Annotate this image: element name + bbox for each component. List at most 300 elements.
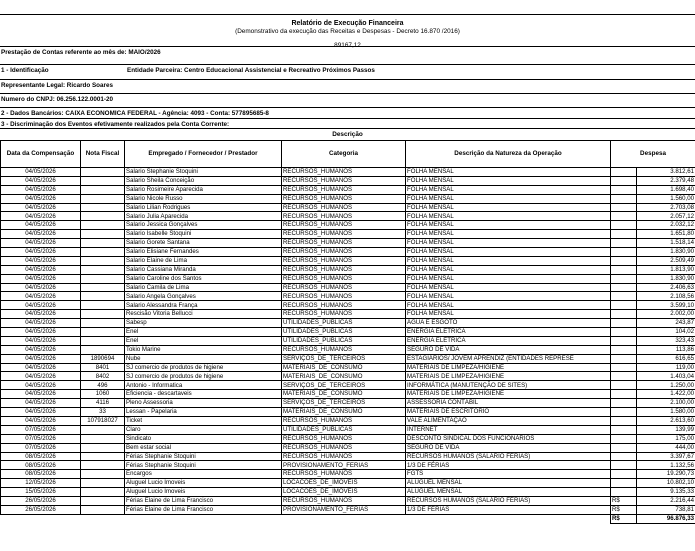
cell-invoice	[81, 505, 125, 514]
cell-invoice	[81, 345, 125, 354]
cell-category: RECURSOS_HUMANOS	[282, 434, 406, 443]
cell-currency	[611, 408, 637, 417]
cell-currency	[611, 390, 637, 399]
cell-provider: Salario Lilian Rodrigues	[125, 203, 282, 212]
cell-provider: Salario Alessandra França	[125, 301, 282, 310]
cell-operation: SEGURO DE VIDA	[406, 345, 611, 354]
table-row	[1, 372, 695, 381]
cell-currency	[611, 328, 637, 337]
cell-provider: Salario Cassiana Miranda	[125, 265, 282, 274]
cell-provider: Férias Elaine de Lima Francisco	[125, 505, 282, 514]
cell-currency	[611, 212, 637, 221]
cell-expense: 2.002,00	[637, 310, 695, 319]
cell-operation: FOLHA MENSAL	[406, 221, 611, 230]
cell-category: RECURSOS_HUMANOS	[282, 496, 406, 505]
cell-expense: 104,02	[637, 328, 695, 337]
cell-category: RECURSOS_HUMANOS	[282, 452, 406, 461]
cell-category: UTILIDADES_PUBLICAS	[282, 319, 406, 328]
cell-currency	[611, 345, 637, 354]
cell-currency	[611, 248, 637, 257]
col-header-operation: Descrição da Natureza da Operação	[406, 141, 611, 168]
cell-operation: FOLHA MENSAL	[406, 203, 611, 212]
report-subtitle: (Demonstrativo da execução das Receitas e Despesas - Decreto 16.870 /2016)	[235, 28, 460, 35]
table-row	[1, 505, 695, 514]
cell-provider: Ticket	[125, 416, 282, 425]
cell-invoice	[81, 301, 125, 310]
cell-date: 04/05/2026	[1, 274, 81, 283]
cell-date: 04/05/2026	[1, 310, 81, 319]
table-row	[1, 168, 695, 177]
cell-operation: FOLHA MENSAL	[406, 283, 611, 292]
col-header-date: Data da Compensação	[1, 141, 81, 168]
cell-provider: Salario Elisiane Fernandes	[125, 248, 282, 257]
cell-expense: 1.698,40	[637, 185, 695, 194]
cell-category: RECURSOS_HUMANOS	[282, 283, 406, 292]
cell-currency	[611, 168, 637, 177]
cell-expense: 1.651,80	[637, 230, 695, 239]
cell-expense: 3.397,67	[637, 452, 695, 461]
cell-date: 04/05/2026	[1, 283, 81, 292]
cell-category: MATERIAIS_DE_CONSUMO	[282, 363, 406, 372]
table-row	[1, 399, 695, 408]
cell-invoice	[81, 319, 125, 328]
cell-date: 26/05/2026	[1, 505, 81, 514]
cell-currency	[611, 239, 637, 248]
cell-expense: 3.599,10	[637, 301, 695, 310]
cnpj-line	[0, 93, 695, 104]
expenses-table	[0, 140, 695, 524]
table-row	[1, 292, 695, 301]
cell-provider: SJ comercio de produtos de higiene	[125, 363, 282, 372]
cell-operation: MATERIAIS DE ESCRITÓRIO	[406, 408, 611, 417]
cell-currency	[611, 274, 637, 283]
cell-provider: Sindicato	[125, 434, 282, 443]
cell-category: UTILIDADES_PUBLICAS	[282, 336, 406, 345]
cell-category: UTILIDADES_PUBLICAS	[282, 328, 406, 337]
table-row	[1, 301, 695, 310]
cell-date: 04/05/2026	[1, 221, 81, 230]
cell-invoice: 8402	[81, 372, 125, 381]
cell-provider: Férias Stephanie Stoquini	[125, 461, 282, 470]
cell-operation: INFORMÁTICA (MANUTENÇÃO DE SITES)	[406, 381, 611, 390]
cell-date: 07/05/2026	[1, 434, 81, 443]
cell-currency	[611, 176, 637, 185]
cell-date: 04/05/2026	[1, 176, 81, 185]
table-row	[1, 336, 695, 345]
cell-expense: 2.509,49	[637, 256, 695, 265]
cell-expense: 10.802,10	[637, 479, 695, 488]
cell-provider: Enel	[125, 328, 282, 337]
cell-currency	[611, 461, 637, 470]
table-row	[1, 203, 695, 212]
cell-category: RECURSOS_HUMANOS	[282, 345, 406, 354]
representante-text: Representante Legal: Ricardo Soares	[1, 82, 113, 89]
table-row	[1, 328, 695, 337]
cell-expense: 139,99	[637, 425, 695, 434]
cell-provider: Claro	[125, 425, 282, 434]
cell-operation: ÁGUA E ESGOTO	[406, 319, 611, 328]
cell-category: RECURSOS_HUMANOS	[282, 274, 406, 283]
cell-operation: ESTAGIÁRIOS/ JOVEM APRENDIZ (ENTIDADES REPRESE	[406, 354, 611, 363]
cell-expense: 444,00	[637, 443, 695, 452]
cell-provider: Salario Camila de Lima	[125, 283, 282, 292]
cell-date: 04/05/2026	[1, 185, 81, 194]
cell-category: RECURSOS_HUMANOS	[282, 470, 406, 479]
cell-operation: FOLHA MENSAL	[406, 248, 611, 257]
dados-bancarios-line	[0, 107, 695, 118]
cell-expense: 1.580,00	[637, 408, 695, 417]
cell-date: 08/05/2026	[1, 452, 81, 461]
table-row	[1, 488, 695, 497]
cell-operation: FOLHA MENSAL	[406, 301, 611, 310]
cell-provider: Lessan - Papelaria	[125, 408, 282, 417]
table-row	[1, 496, 695, 505]
cell-currency	[611, 301, 637, 310]
cell-invoice	[81, 328, 125, 337]
cell-currency	[611, 416, 637, 425]
cell-invoice	[81, 274, 125, 283]
cell-provider: Salario Sheila Conceição	[125, 176, 282, 185]
cell-category: RECURSOS_HUMANOS	[282, 230, 406, 239]
discriminacao-text: 3 - Discriminação dos Eventos efetivamente realizados pela Conta Corrente:	[1, 121, 230, 128]
cell-invoice	[81, 470, 125, 479]
cell-category: RECURSOS_HUMANOS	[282, 443, 406, 452]
cell-invoice	[81, 283, 125, 292]
cell-invoice	[81, 221, 125, 230]
representante-line	[0, 79, 695, 90]
cell-invoice	[81, 248, 125, 257]
cell-date: 08/05/2026	[1, 461, 81, 470]
cell-expense: 1.813,90	[637, 265, 695, 274]
table-row	[1, 274, 695, 283]
cell-category: RECURSOS_HUMANOS	[282, 168, 406, 177]
cell-currency	[611, 310, 637, 319]
cell-category: RECURSOS_HUMANOS	[282, 292, 406, 301]
cell-date: 04/05/2026	[1, 363, 81, 372]
cell-provider: Aluguel Lucio Imoveis	[125, 488, 282, 497]
cell-category: RECURSOS_HUMANOS	[282, 239, 406, 248]
cell-invoice	[81, 425, 125, 434]
dados-bancarios-text: 2 - Dados Bancários: CAIXA ECONOMICA FEDERAL - Agência: 4093 - Conta: 577895685-8	[1, 110, 269, 117]
cell-provider: Rescisão Vitoria Bellucci	[125, 310, 282, 319]
table-row	[1, 221, 695, 230]
table-header-row	[1, 141, 695, 168]
cell-provider: Salario Caroline dos Santos	[125, 274, 282, 283]
cell-operation: ENERGIA ELÉTRICA	[406, 336, 611, 345]
cell-expense: 738,81	[637, 505, 695, 514]
table-row	[1, 265, 695, 274]
identificacao-line	[0, 64, 695, 75]
cell-expense: 175,00	[637, 434, 695, 443]
table-row	[1, 390, 695, 399]
cell-date: 04/05/2026	[1, 319, 81, 328]
cell-date: 04/05/2026	[1, 372, 81, 381]
table-row	[1, 408, 695, 417]
cell-invoice	[81, 496, 125, 505]
cell-date: 04/05/2026	[1, 345, 81, 354]
table-row	[1, 176, 695, 185]
cell-currency	[611, 488, 637, 497]
cell-currency	[611, 354, 637, 363]
table-row	[1, 479, 695, 488]
cell-date: 04/05/2026	[1, 239, 81, 248]
col-header-provider: Empregado / Fornecedor / Prestador	[125, 141, 282, 168]
cell-operation: FOLHA MENSAL	[406, 176, 611, 185]
cell-currency	[611, 230, 637, 239]
entidade-text: Entidade Parceira: Centro Educacional Assistencial e Recreativo Próximos Passos	[127, 67, 375, 74]
cell-currency	[611, 319, 637, 328]
cell-expense: 323,43	[637, 336, 695, 345]
cell-invoice: 1890694	[81, 354, 125, 363]
cell-date: 04/05/2026	[1, 168, 81, 177]
cell-operation: INTERNET	[406, 425, 611, 434]
cell-expense: 2.613,60	[637, 416, 695, 425]
table-row	[1, 416, 695, 425]
cell-invoice	[81, 168, 125, 177]
cell-provider: SJ comercio de produtos de higiene	[125, 372, 282, 381]
cell-date: 04/05/2026	[1, 265, 81, 274]
cell-date: 26/05/2026	[1, 496, 81, 505]
table-row	[1, 194, 695, 203]
cell-invoice	[81, 336, 125, 345]
cell-provider: Nube	[125, 354, 282, 363]
cell-invoice	[81, 265, 125, 274]
cell-invoice	[81, 443, 125, 452]
cell-category: RECURSOS_HUMANOS	[282, 176, 406, 185]
table-row	[1, 310, 695, 319]
cell-currency	[611, 452, 637, 461]
cell-operation: FOLHA MENSAL	[406, 256, 611, 265]
cell-expense: 1.518,14	[637, 239, 695, 248]
cell-currency	[611, 221, 637, 230]
cell-invoice	[81, 185, 125, 194]
table-row	[1, 185, 695, 194]
cell-date: 04/05/2026	[1, 301, 81, 310]
total-expense: 96.876,33	[637, 514, 695, 523]
cell-operation: ALUGUEL MENSAL	[406, 479, 611, 488]
cell-expense: 1.422,00	[637, 390, 695, 399]
cell-provider: Férias Elaine de Lima Francisco	[125, 496, 282, 505]
cell-operation: ENERGIA ELÉTRICA	[406, 328, 611, 337]
col-header-category: Categoria	[282, 141, 406, 168]
cell-currency: R$	[611, 505, 637, 514]
total-currency: R$	[611, 514, 637, 523]
cell-category: RECURSOS_HUMANOS	[282, 194, 406, 203]
cell-expense: 2.379,48	[637, 176, 695, 185]
cnpj-text: Numero do CNPJ: 06.256.122.0001-20	[1, 96, 114, 103]
cell-expense: 119,00	[637, 363, 695, 372]
table-row	[1, 319, 695, 328]
cell-invoice	[81, 292, 125, 301]
cell-date: 04/05/2026	[1, 248, 81, 257]
cell-currency	[611, 399, 637, 408]
cell-category: RECURSOS_HUMANOS	[282, 212, 406, 221]
cell-category: RECURSOS_HUMANOS	[282, 248, 406, 257]
cell-category: RECURSOS_HUMANOS	[282, 185, 406, 194]
cell-date: 04/05/2026	[1, 194, 81, 203]
cell-operation: 1/3 DE FÉRIAS	[406, 505, 611, 514]
cell-currency	[611, 363, 637, 372]
cell-currency	[611, 336, 637, 345]
cell-category: RECURSOS_HUMANOS	[282, 265, 406, 274]
cell-provider: Salario Elaine de Lima	[125, 256, 282, 265]
cell-expense: 1.132,56	[637, 461, 695, 470]
cell-operation: ASSESSORIA CONTÁBIL	[406, 399, 611, 408]
cell-operation: RECURSOS HUMANOS (SALÁRIO FÉRIAS)	[406, 496, 611, 505]
cell-operation: VALE ALIMENTAÇÃO	[406, 416, 611, 425]
report-title: Relatório de Execução Financeira	[291, 20, 404, 27]
cell-invoice	[81, 176, 125, 185]
cell-expense: 19.290,73	[637, 470, 695, 479]
cell-operation: FOLHA MENSAL	[406, 265, 611, 274]
cell-provider: Salario Isabelle Stoquini	[125, 230, 282, 239]
cell-invoice	[81, 488, 125, 497]
cell-operation: FOLHA MENSAL	[406, 310, 611, 319]
cell-provider: Salario Julia Aparecida	[125, 212, 282, 221]
cell-operation: FOLHA MENSAL	[406, 194, 611, 203]
cell-expense: 1.403,04	[637, 372, 695, 381]
cell-provider: Sabesp	[125, 319, 282, 328]
cell-operation: 1/3 DE FÉRIAS	[406, 461, 611, 470]
cell-date: 04/05/2026	[1, 203, 81, 212]
cell-invoice	[81, 230, 125, 239]
cell-currency	[611, 372, 637, 381]
prestacao-line	[0, 46, 695, 57]
cell-date: 04/05/2026	[1, 336, 81, 345]
total-spacer	[1, 514, 611, 523]
cell-operation: FOLHA MENSAL	[406, 185, 611, 194]
cell-expense: 113,86	[637, 345, 695, 354]
cell-date: 04/05/2026	[1, 354, 81, 363]
cell-invoice: 496	[81, 381, 125, 390]
table-section-title: Descrição	[0, 128, 695, 140]
cell-expense: 3.812,61	[637, 168, 695, 177]
cell-date: 04/05/2026	[1, 416, 81, 425]
table-row	[1, 425, 695, 434]
cell-expense: 1.830,90	[637, 274, 695, 283]
table-row	[1, 283, 695, 292]
cell-category: RECURSOS_HUMANOS	[282, 256, 406, 265]
total-row	[1, 514, 695, 523]
prestacao-text: Prestação de Contas referente ao mês de: MAIO/2026	[1, 49, 161, 56]
cell-provider: Encargos	[125, 470, 282, 479]
cell-invoice	[81, 479, 125, 488]
cell-expense: 2.406,63	[637, 283, 695, 292]
cell-date: 04/05/2026	[1, 390, 81, 399]
cell-date: 08/05/2026	[1, 470, 81, 479]
cell-currency	[611, 185, 637, 194]
cell-provider: Salario Gorete Santana	[125, 239, 282, 248]
table-row	[1, 354, 695, 363]
cell-operation: DESCONTO SINDICAL DOS FUNCIONÁRIOS	[406, 434, 611, 443]
cell-provider: Antonio - Informatica	[125, 381, 282, 390]
cell-operation: ALUGUEL MENSAL	[406, 488, 611, 497]
cell-operation: RECURSOS HUMANOS (SALÁRIO FÉRIAS)	[406, 452, 611, 461]
cell-invoice	[81, 452, 125, 461]
cell-provider: Salario Rosimeire Aparecida	[125, 185, 282, 194]
cell-currency	[611, 194, 637, 203]
cell-category: LOCACOES_DE_IMOVEIS	[282, 479, 406, 488]
cell-date: 04/05/2026	[1, 381, 81, 390]
cell-category: RECURSOS_HUMANOS	[282, 310, 406, 319]
table-row	[1, 363, 695, 372]
cell-category: MATERIAIS_DE_CONSUMO	[282, 372, 406, 381]
cell-operation: FOLHA MENSAL	[406, 230, 611, 239]
table-row	[1, 248, 695, 257]
cell-invoice	[81, 239, 125, 248]
cell-expense: 1.560,00	[637, 194, 695, 203]
table-row	[1, 434, 695, 443]
cell-category: PROVISIONAMENTO_FERIAS	[282, 505, 406, 514]
cell-date: 04/05/2026	[1, 256, 81, 265]
cell-operation: FOLHA MENSAL	[406, 212, 611, 221]
table-row	[1, 239, 695, 248]
table-row	[1, 452, 695, 461]
cell-operation: FOLHA MENSAL	[406, 274, 611, 283]
cell-category: SERVIÇOS_DE_TERCEIROS	[282, 354, 406, 363]
cell-invoice	[81, 434, 125, 443]
cell-operation: MATERIAIS DE LIMPEZA/HIGIENE	[406, 372, 611, 381]
cell-currency	[611, 470, 637, 479]
cell-currency	[611, 443, 637, 452]
identificacao-label: 1 - Identificação	[1, 67, 49, 74]
cell-expense: 243,87	[637, 319, 695, 328]
cell-operation: MATERIAIS DE LIMPEZA/HIGIENE	[406, 390, 611, 399]
cell-provider: Bem estar social	[125, 443, 282, 452]
cell-currency	[611, 425, 637, 434]
cell-expense: 9.135,33	[637, 488, 695, 497]
cell-provider: Salario Jessica Gonçalves	[125, 221, 282, 230]
cell-category: RECURSOS_HUMANOS	[282, 221, 406, 230]
cell-operation: FOLHA MENSAL	[406, 239, 611, 248]
col-header-invoice: Nota Fiscal	[81, 141, 125, 168]
cell-provider: Tokio Marine	[125, 345, 282, 354]
cell-provider: Salario Stephanie Stoquini	[125, 168, 282, 177]
cell-category: UTILIDADES_PUBLICAS	[282, 425, 406, 434]
cell-invoice	[81, 194, 125, 203]
cell-provider: Aluguel Lucio Imoveis	[125, 479, 282, 488]
cell-operation: SEGURO DE VIDA	[406, 443, 611, 452]
cell-date: 07/05/2026	[1, 425, 81, 434]
cell-operation: FOLHA MENSAL	[406, 292, 611, 301]
cell-category: MATERIAIS_DE_CONSUMO	[282, 408, 406, 417]
cell-category: RECURSOS_HUMANOS	[282, 203, 406, 212]
cell-invoice	[81, 256, 125, 265]
cell-date: 15/05/2026	[1, 488, 81, 497]
cell-operation: MATERIAIS DE LIMPEZA/HIGIENE	[406, 363, 611, 372]
table-row	[1, 212, 695, 221]
cell-date: 04/05/2026	[1, 292, 81, 301]
table-row	[1, 256, 695, 265]
table-row	[1, 345, 695, 354]
cell-provider: Eficiencia - descartaveis	[125, 390, 282, 399]
cell-provider: Salario Angela Gonçalves	[125, 292, 282, 301]
cell-invoice: 33	[81, 408, 125, 417]
cell-expense: 1.250,00	[637, 381, 695, 390]
table-row	[1, 443, 695, 452]
cell-currency	[611, 265, 637, 274]
table-row	[1, 461, 695, 470]
cell-invoice	[81, 203, 125, 212]
cell-invoice	[81, 310, 125, 319]
cell-currency	[611, 381, 637, 390]
cell-date: 12/05/2026	[1, 479, 81, 488]
cell-currency	[611, 292, 637, 301]
cell-currency	[611, 203, 637, 212]
cell-expense: 2.216,44	[637, 496, 695, 505]
cell-date: 07/05/2026	[1, 443, 81, 452]
cell-invoice: 8401	[81, 363, 125, 372]
